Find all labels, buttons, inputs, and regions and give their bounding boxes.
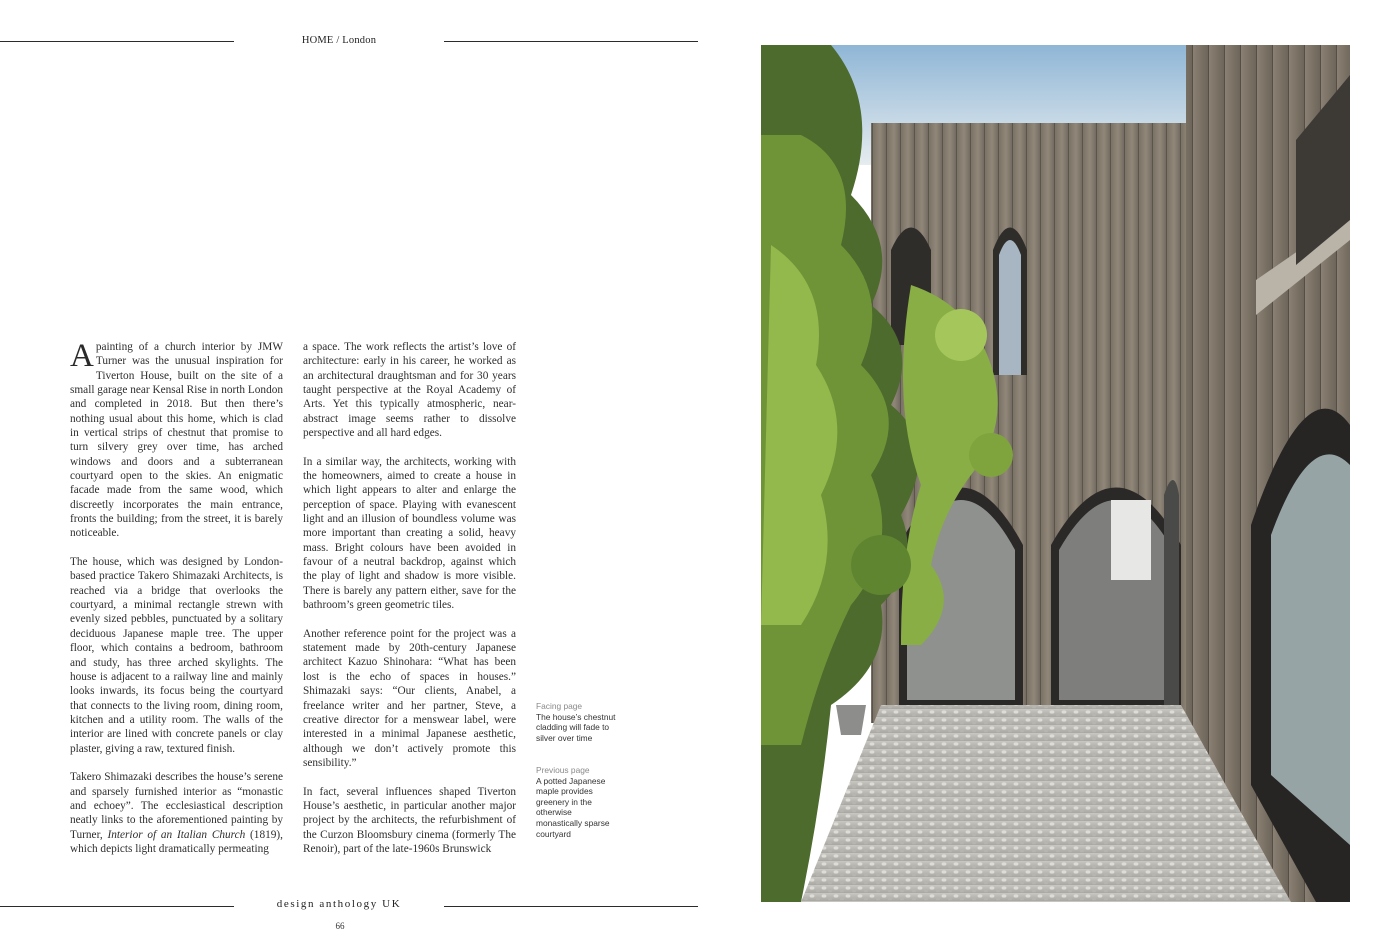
paragraph-4: a space. The work reflects the artist’s love of architecture: early in his career, he worked as an architectural draughtsman and for 30 years taught perspective at the Royal Academy of Arts. Yet this typically atmospheric, near-abstract image seems rather to dissolve perspective and all hard edges. <box>303 341 516 440</box>
paragraph-1-text: painting of a church interior by JMW Turner was the unusual inspiration for Tiverton House, built on the site of a small garage near Kensal Rise in north London and completed in 2018. But then there’s nothing usual about this home, which is clad in vertical strips of chestnut that promise to turn silvery grey over time, has arched windows and doors and a subterranean courtyard open to the skies. An enigmatic facade made from the same wood, which discreetly incorporates the main entrance, fronts the building; from the street, it is barely noticeable. <box>70 341 284 540</box>
magazine-name: design anthology UK <box>276 898 402 910</box>
paragraph-3: Takero Shimazaki describes the house’s serene and sparsely furnished interior as “monastic and echoey”. The ecclesiastical description neatly links to the aforementioned painting by Turner, Interior of an Italian Church (1819), which depicts light dramatically permeating <box>70 771 283 855</box>
courtyard-photo <box>761 45 1350 902</box>
article-column-2 <box>303 340 516 856</box>
paragraph-7: In fact, several influences shaped Tiverton House’s aesthetic, in particular another major project by the architects, the refurbishment of the Curzon Bloomsbury cinema (formerly The Renoir), part of the late-1960s Brunswick <box>303 785 516 855</box>
paragraph-2: The house, which was designed by London-based practice Takero Shimazaki Architects, is reached via a bridge that overlooks the courtyard, a minimal rectangle strewn with evenly sized pebbles, punctuated by a solitary deciduous Japanese maple tree. The upper floor, which contains a bedroom, bathroom and study, has three arched skylights. The house is adjacent to a railway line and mainly looks inwards, its focus being the courtyard that connects to the living room, dining room, kitchen and a utility room. The walls of the interior are lined with concrete panels or clay plaster, giving a raw, textured finish. <box>70 556 283 755</box>
drop-cap: A <box>70 338 94 374</box>
section-header: HOME / London <box>301 35 377 46</box>
caption-title: Previous page <box>536 765 590 775</box>
caption-text: A potted Japanese maple provides greenery in the otherwise monastically sparse courtyard <box>536 775 610 839</box>
footer-rule-right <box>444 906 698 907</box>
caption-title: Facing page <box>536 701 583 711</box>
paragraph-1 <box>70 340 283 541</box>
header-rule-left <box>0 41 234 42</box>
caption-previous-page <box>536 765 616 839</box>
painting-title: Interior of an Italian Church <box>107 828 246 841</box>
header-rule-right <box>444 41 698 42</box>
paragraph-6: Another reference point for the project was a statement made by 20th-century Japanese architect Kazuo Shinohara: “What has been lost is the echo of spaces in houses.” Shimazaki says: “Our clients, Anabel, a freelance writer and her partner, Steve, a creative director for a menswear label, were interested in a minimal Japanese aesthetic, although we don’t actively promote this sensibility.” <box>303 627 516 769</box>
page-number: 66 <box>335 921 345 931</box>
caption-facing-page <box>536 701 616 743</box>
article-column-1 <box>70 340 283 856</box>
paragraph-5: In a similar way, the architects, working with the homeowners, aimed to create a house in which light appears to alter and enlarge the perception of space. Playing with evanescent light and an illusion of boundless volume was more important than creating a solid, heavy mass. Bright colours have been avoided in favour of a neutral backdrop, against which the play of light and shadow is more visible. There is barely any pattern either, save for the bathroom’s green geometric tiles. <box>303 455 516 612</box>
footer-rule-left <box>0 906 234 907</box>
caption-text: The house’s chestnut cladding will fade to silver over time <box>536 711 616 743</box>
